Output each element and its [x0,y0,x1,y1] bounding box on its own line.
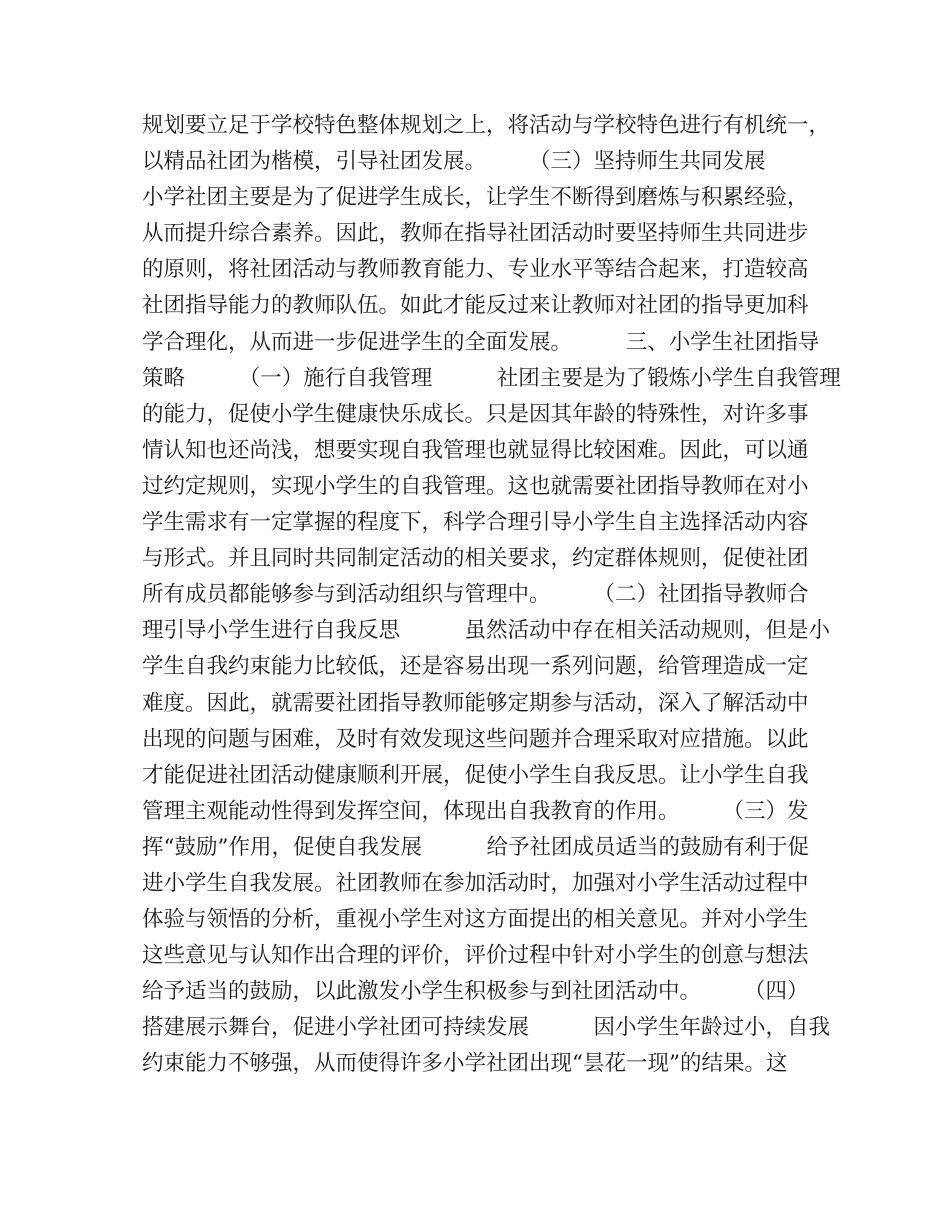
text-line-19: 才能促进社团活动健康顺利开展，促使小学生自我反思。让小学生自我 [142,762,809,788]
text-line-11: 过约定规则，实现小学生的自我管理。这也就需要社团指导教师在对小 [142,473,809,499]
text-line-9: 的能力，促使小学生健康快乐成长。只是因其年龄的特殊性，对许多事 [142,401,809,427]
text-line-27: 约束能力不够强，从而使得许多小学社团出现“昙花一现”的结果。这 [142,1051,788,1077]
text-line-1: 规划要立足于学校特色整体规划之上，将活动与学校特色进行有机统一， [142,113,831,138]
text-line-5: 的原则，将社团活动与教师教育能力、专业水平等结合起来，打造较高 [142,257,809,283]
text-line-8: 策略 （一）施行自我管理 社团主要是为了锻炼小学生自我管理 [142,365,841,391]
text-line-4: 从而提升综合素养。因此，教师在指导社团活动时要坚持师生共同进步 [142,221,809,247]
text-line-7: 学合理化，从而进一步促进学生的全面发展。 三、小学生社团指导 [142,329,820,355]
text-line-10: 情认知也还尚浅，想要实现自我管理也就显得比较困难。因此，可以通 [142,437,809,463]
text-line-25: 给予适当的鼓励，以此激发小学生积极参与到社团活动中。 （四） [142,979,809,1005]
text-line-14: 所有成员都能够参与到活动组织与管理中。 （二）社团指导教师合 [142,582,809,608]
text-line-16: 学生自我约束能力比较低，还是容易出现一系列问题，给管理造成一定 [142,654,809,680]
text-line-26: 搭建展示舞台，促进小学社团可持续发展 因小学生年龄过小，自我 [142,1015,831,1041]
text-line-15: 理引导小学生进行自我反思 虽然活动中存在相关活动规则，但是小 [142,618,831,644]
text-line-13: 与形式。并且同时共同制定活动的相关要求，约定群体规则，促使社团 [142,546,809,572]
text-line-6: 社团指导能力的教师队伍。如此才能反过来让教师对社团的指导更加科 [142,293,809,319]
text-line-12: 学生需求有一定掌握的程度下，科学合理引导小学生自主选择活动内容 [142,510,809,536]
text-line-22: 进小学生自我发展。社团教师在参加活动时，加强对小学生活动过程中 [142,870,809,896]
text-line-3: 小学社团主要是为了促进学生成长，让学生不断得到磨炼与积累经验， [142,185,809,211]
text-line-2: 以精品社团为楷模，引导社团发展。 （三）坚持师生共同发展 [142,149,766,175]
text-line-21: 挥“鼓励”作用，促使自我发展 给予社团成员适当的鼓励有利于促 [142,834,809,860]
text-line-24: 这些意见与认知作出合理的评价，评价过程中针对小学生的创意与想法 [142,943,809,969]
text-line-17: 难度。因此，就需要社团指导教师能够定期参与活动，深入了解活动中 [142,690,809,716]
body-text [142,108,841,1083]
text-line-23: 体验与领悟的分析，重视小学生对这方面提出的相关意见。并对小学生 [142,907,809,933]
text-line-20: 管理主观能动性得到发挥空间，体现出自我教育的作用。 （三）发 [142,798,809,824]
text-line-18: 出现的问题与困难，及时有效发现这些问题并合理采取对应措施。以此 [142,726,809,752]
